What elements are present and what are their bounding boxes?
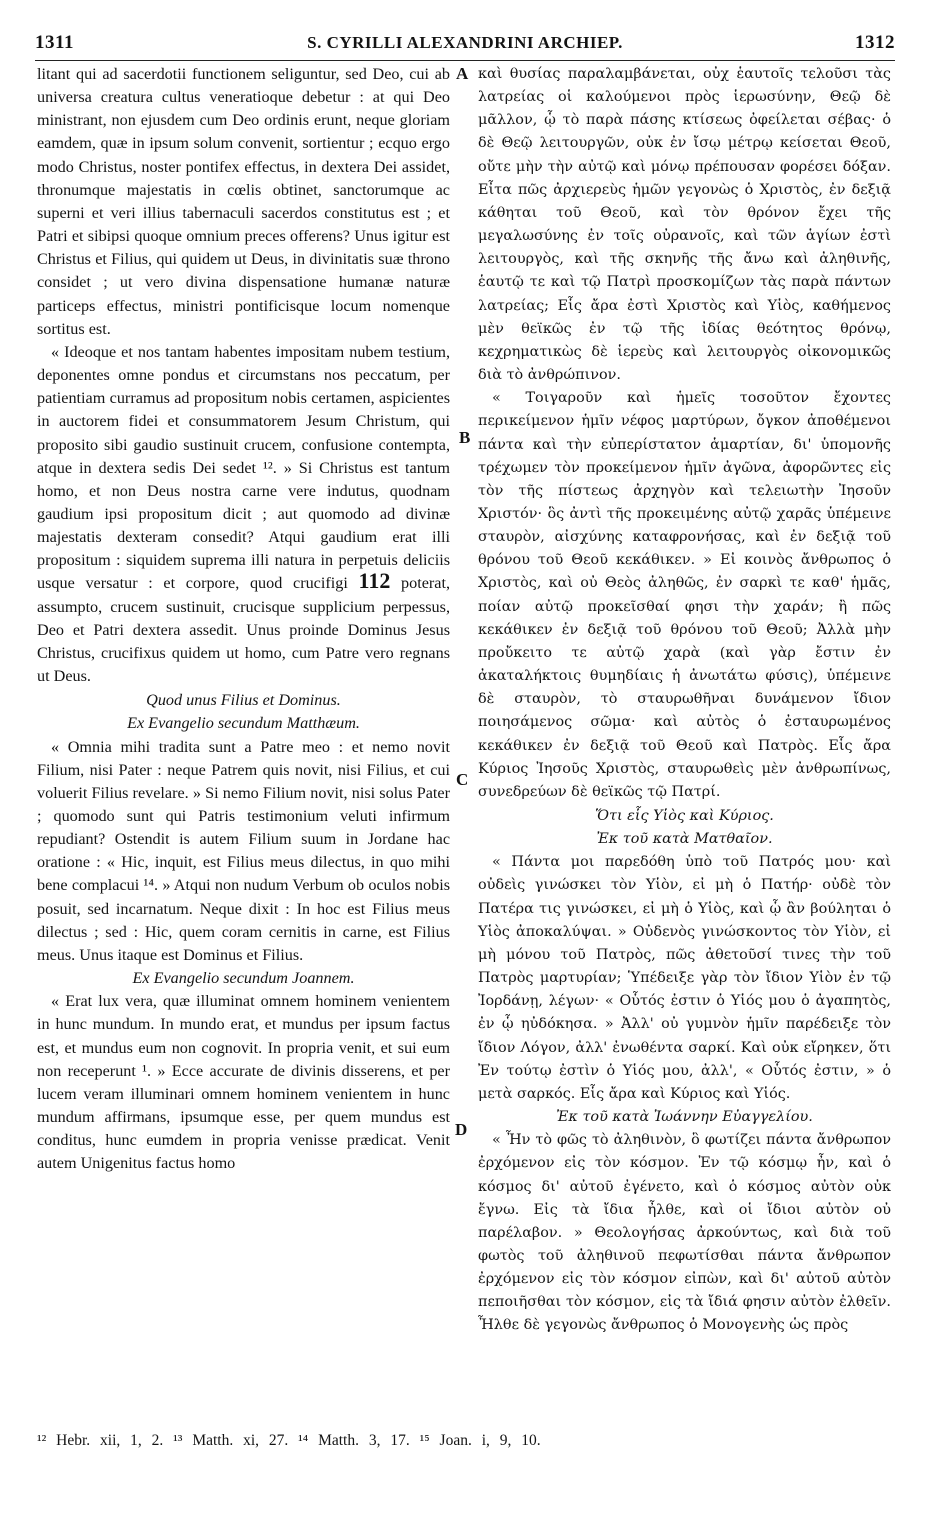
greek-paragraph-4: « Ἦν τὸ φῶς τὸ ἀληθινὸν, ὃ φωτίζει πάντα ἄνθρωπον ἐρχόμενον εἰς τὸν κόσμον. Ἐν τῷ κόσμῳ ἦν, καὶ ὁ κόσμος δι' αὐτοῦ ἐγένετο, καὶ ὁ κόσμος αὐτὸν οὐκ ἔγνω. Εἰς τὰ ἴδια ἦλθε, καὶ οἱ ἴδιοι αὐτὸν οὐ παρέλαβον. » Θεολογήσας ἀρκούντως, καὶ διὰ τοῦ φωτὸς τοῦ ἀληθινοῦ πεφωτίσθαι πάντα ἄνθρωπον ἐρχόμενον εἰς τὸν κόσμον εἰπὼν, καὶ δι' αὐτοῦ αὐτὸν πεποιῆσθαι τὸν κόσμον, εἰς τὰ ἴδιά φησιν αὐτὸν ἐλθεῖν. Ἦλθε δὲ γεγονὼς ἄνθρωπος ὁ Μονογενὴς ὡς πρὸς <box>478 1132 891 1334</box>
latin-paragraph-2-tail: poterat, assumpto, crucem sustinuit, crucisque supplicium perpessus, Deo et Patri dextera assedit. Unus proinde Dominus Jesus Christus, crucifixus quidem ut homo, cum Patre vero regnans ut Deus. <box>37 574 451 686</box>
latin-subheading-matthew: Ex Evangelio secundum Matthæum. <box>127 714 360 733</box>
latin-paragraph-3: « Omnia mihi tradita sunt a Patre meo : et nemo novit Filium, nisi Pater : neque Patrem quis novit, nisi Filius, et cui voluerit Filius revelare. » Si nemo Filium novit, nisi solus Pater ; quomodo sunt qui Patris testimonium veluti infirmum repudiant? Ostendit is autem Filium suum in Jordane hac oratione : « Hic, inquit, est Filius meus dilectus, in quo mihi bene complacui ¹⁴. » Atqui non nudum Verbum ob oculos nobis posuit, sed incarnatum. Neque dixit : In hoc est Filius meus dilectus ; sed : Hic, quem coram cernitis in carne, est Filius meus. Unus itaque est Dominus et Filius. <box>37 737 450 964</box>
greek-section-heading: Ὅτι εἷς Υἱὸς καὶ Κύριος. <box>595 808 774 824</box>
margin-letter-a: A <box>456 64 469 83</box>
latin-paragraph-1: litant qui ad sacerdotii functionem seliguntur, sed Deo, cui ab universa creatura cultus veneratioque debetur : at qui Deo ministrant, non ejusdem cum Deo ordinis erunt, neque gloriam eamdem, quæ in ipsum solum convenit, sortientur ; ecquo ergo modo Christus, noster pontifex effectus, in dextera Dei assidet, thronumque majestatis in cœlis obtinet, sanctorumque ac superni et veri illius tabernaculi sacerdos constitutus est ; et Patri et sibipsi quoque omnium preces offerens? Unus igitur est Christus et Filius, qui quidem ut Deus, in divinitatis suæ throno considet ; ut vero divina dispensatione humanæ naturæ particeps effectus, ministri pontificisque locum nomenque sortitus est. <box>37 65 450 338</box>
greek-subheading-john: Ἐκ τοῦ κατὰ Ἰωάννην Εὐαγγελίου. <box>556 1109 813 1126</box>
latin-column <box>37 63 450 1176</box>
margin-letter-b: B <box>459 428 471 447</box>
greek-paragraph-2: « Τοιγαροῦν καὶ ἡμεῖς τοσοῦτον ἔχοντες περικείμενον ἡμῖν νέφος μαρτύρων, ὄγκον ἀποθέμενοι πάντα καὶ τὴν εὐπερίστατον ἁμαρτίαν, δι' ὑπομονῆς τρέχωμεν τὸν προκείμενον ἡμῖν ἀγῶνα, ἀφορῶντες εἰς τὸν τῆς πίστεως ἀρχηγὸν καὶ τελειωτὴν Ἰησοῦν Χριστόν· ὃς ἀντὶ τῆς προκειμένης αὐτῷ χαρᾶς ὑπέμεινε σταυρὸν, αἰσχύνης καταφρονήσας, καὶ ἐν δεξιᾷ τοῦ θρόνου τοῦ Θεοῦ κεκάθικεν. » Εἰ κοινὸς ἄνθρωπος ὁ Χριστὸς, καὶ οὐ Θεὸς ἀληθῶς, ἐν σαρκὶ τε καθ' ἡμᾶς, ποίαν αὐτῷ προκεῖσθαί φησι τὴν χαράν; ἢ πῶς κεκάθικεν ἐν δεξιᾷ τοῦ θρόνου τοῦ Θεοῦ; Ἀλλὰ μὴν προὔκειτο τε αὐτῷ χαρὰ (καὶ γὰρ ἔστιν ἐν ἀκαταλήκτοις θυμηδίαις ἡ ἀνωτάτω φύσις), ὑπέμεινε δὲ σταυρὸν, τὸ σταυρωθῆναι δυνάμενον ἴδιον ποιησάμενος σῶμα· καὶ αὐτὸς ὁ ἐσταυρωμένος κεκάθικεν ἐν δεξιᾷ τοῦ Θεοῦ καὶ Πατρὸς. Εἷς ἄρα Κύριος Ἰησοῦς Χριστὸς, σταυρωθεὶς μὲν ἀνθρωπίνως, συνεδρεύων δὲ θεϊκῶς τῷ Πατρί. <box>478 390 891 800</box>
latin-paragraph-4: « Erat lux vera, quæ illuminat omnem hominem venientem in hunc mundum. In mundo erat, et mundus per ipsum factus est, et mundus eum non cognovit. In propria venit, et sui eum non receperunt ¹. » Ecce accurate de divinis disserens, et per lucem veram illuminari omnem hominem venientem in hunc mundum affirmans, ipsumque esse, per quem mundus est conditus, hunc eumdem in propria venisse prædicat. Venit autem Unigenitus factus homo <box>37 992 450 1173</box>
greek-subheading-matthew: Ἐκ τοῦ κατὰ Ματθαῖον. <box>596 831 773 848</box>
margin-letter-c: C <box>456 770 469 789</box>
greek-paragraph-3: « Πάντα μοι παρεδόθη ὑπὸ τοῦ Πατρός μου· καὶ οὐδεὶς γινώσκει τὸν Υἱὸν, εἰ μὴ ὁ Πατήρ· οὐδὲ τὸν Πατέρα τις γινώσκει, εἰ μὴ ὁ Υἱὸς, καὶ ᾧ ἂν βούληται ὁ Υἱὸς ἀποκαλύψαι. » Οὐδενὸς γινώσκοντος τὸν Υἱὸν, εἰ μὴ μόνου τοῦ Πατρὸς, πῶς ἀθετοῦσί τινες τὴν τοῦ Πατρὸς μαρτυρίαν; Ὑπέδειξε γὰρ τὸν ἴδιον Υἱὸν ἐν τῷ Ἰορδάνῃ, λέγων· « Οὗτός ἐστιν ὁ Υἱός μου ὁ ἀγαπητὸς, ἐν ᾧ ηὐδόκησα. » Ἀλλ' οὐ γυμνὸν ἡμῖν παρέδειξε τὸν ἴδιον Λόγον, ἀλλ' ἐνωθέντα σαρκί. Καὶ οὐκ εἴρηκεν, ὅτι Ἐν τούτῳ ἐστὶν ὁ Υἱός μου, ἀλλ', « Οὗτός ἐστιν, » ὁ μετὰ σαρκός. Εἷς ἄρα καὶ Κύριος καὶ Υἱός. <box>478 854 891 1102</box>
latin-paragraph-2 <box>37 341 450 688</box>
page-number-left: 1311 <box>35 32 74 53</box>
margin-letter-d: D <box>455 1120 468 1139</box>
column-number: 112 <box>358 568 391 594</box>
latin-paragraph-2-text: « Ideoque et nos tantam habentes impositam nubem testium, deponentes omne pondus et circumstans nos peccatum, per patientiam curramus ad propositum nobis certamen, aspicientes in auctorem fidei et consummatorem Jesum Christum, qui proposito sibi gaudio sustinuit crucem, confusione contempta, atque in dextera sedis Dei sedet ¹². » Si Christus est tantum homo, et non Deus nostra carne vere indutus, quodnam gaudium ipsi propositum dicit ; aut quomodo ad divinæ majestatis dexteram consedit? Atqui gaudium erat illi propositum : siquidem suprema illi natura in perpetuis deliciis usque versatur : et corpore, quod crucifigi <box>37 342 450 593</box>
latin-section-heading: Quod unus Filius et Dominus. <box>146 691 341 710</box>
page-header <box>35 30 895 61</box>
greek-column <box>478 63 891 1338</box>
footnotes: ¹² Hebr. xii, 1, 2. ¹³ Matth. xi, 27. ¹⁴ Matth. 3, 17. ¹⁵ Joan. i, 9, 10. <box>37 1432 541 1449</box>
page-number-right: 1312 <box>855 32 895 53</box>
running-title: S. CYRILLI ALEXANDRINI ARCHIEP. <box>307 33 623 52</box>
latin-subheading-john: Ex Evangelio secundum Joannem. <box>132 969 355 988</box>
greek-paragraph-1: καὶ θυσίας παραλαμβάνεται, οὐχ ἑαυτοῖς τελοῦσι τὰς λατρείας οἱ καλούμενοι πρὸς ἱερωσύνην, Θεῷ δὲ μᾶλλον, ᾧ τὸ παρὰ πάσης κτίσεως ὀφείλεται σέβας· ὁ δὲ Θεῷ λειτουργῶν, οὐκ ἐν ἴσῳ μέτρῳ κείσεται Θεοῦ, οὔτε μὴν τὴν αὐτῷ καὶ μόνῳ πρέπουσαν φορέσει δόξαν. Εἶτα πῶς ἀρχιερεὺς ἡμῶν γεγονὼς ὁ Χριστὸς, ἐν δεξιᾷ κάθηται τοῦ Θεοῦ, καὶ τὸν θρόνον ἔχει τῆς μεγαλωσύνης ἐν τοῖς οὐρανοῖς, καὶ τῶν ἁγίων ἐστὶ λειτουργὸς, καὶ τῆς σκηνῆς τῆς ἄνω καὶ ἀληθινῆς, ἑαυτῷ τε καὶ τῷ Πατρὶ προσκομίζων τὰς παρὰ πάντων λατρείας; Εἷς ἄρα ἐστὶ Χριστὸς καὶ Υἱὸς, καθήμενος μὲν θεϊκῶς ἐν τῷ τῆς ἰδίας θεότητος θρόνῳ, κεχρηματικὼς δὲ ἱερεὺς καὶ λειτουργὸς οἰκονομικῶς διὰ τὸ ἀνθρώπινον. <box>478 66 891 384</box>
